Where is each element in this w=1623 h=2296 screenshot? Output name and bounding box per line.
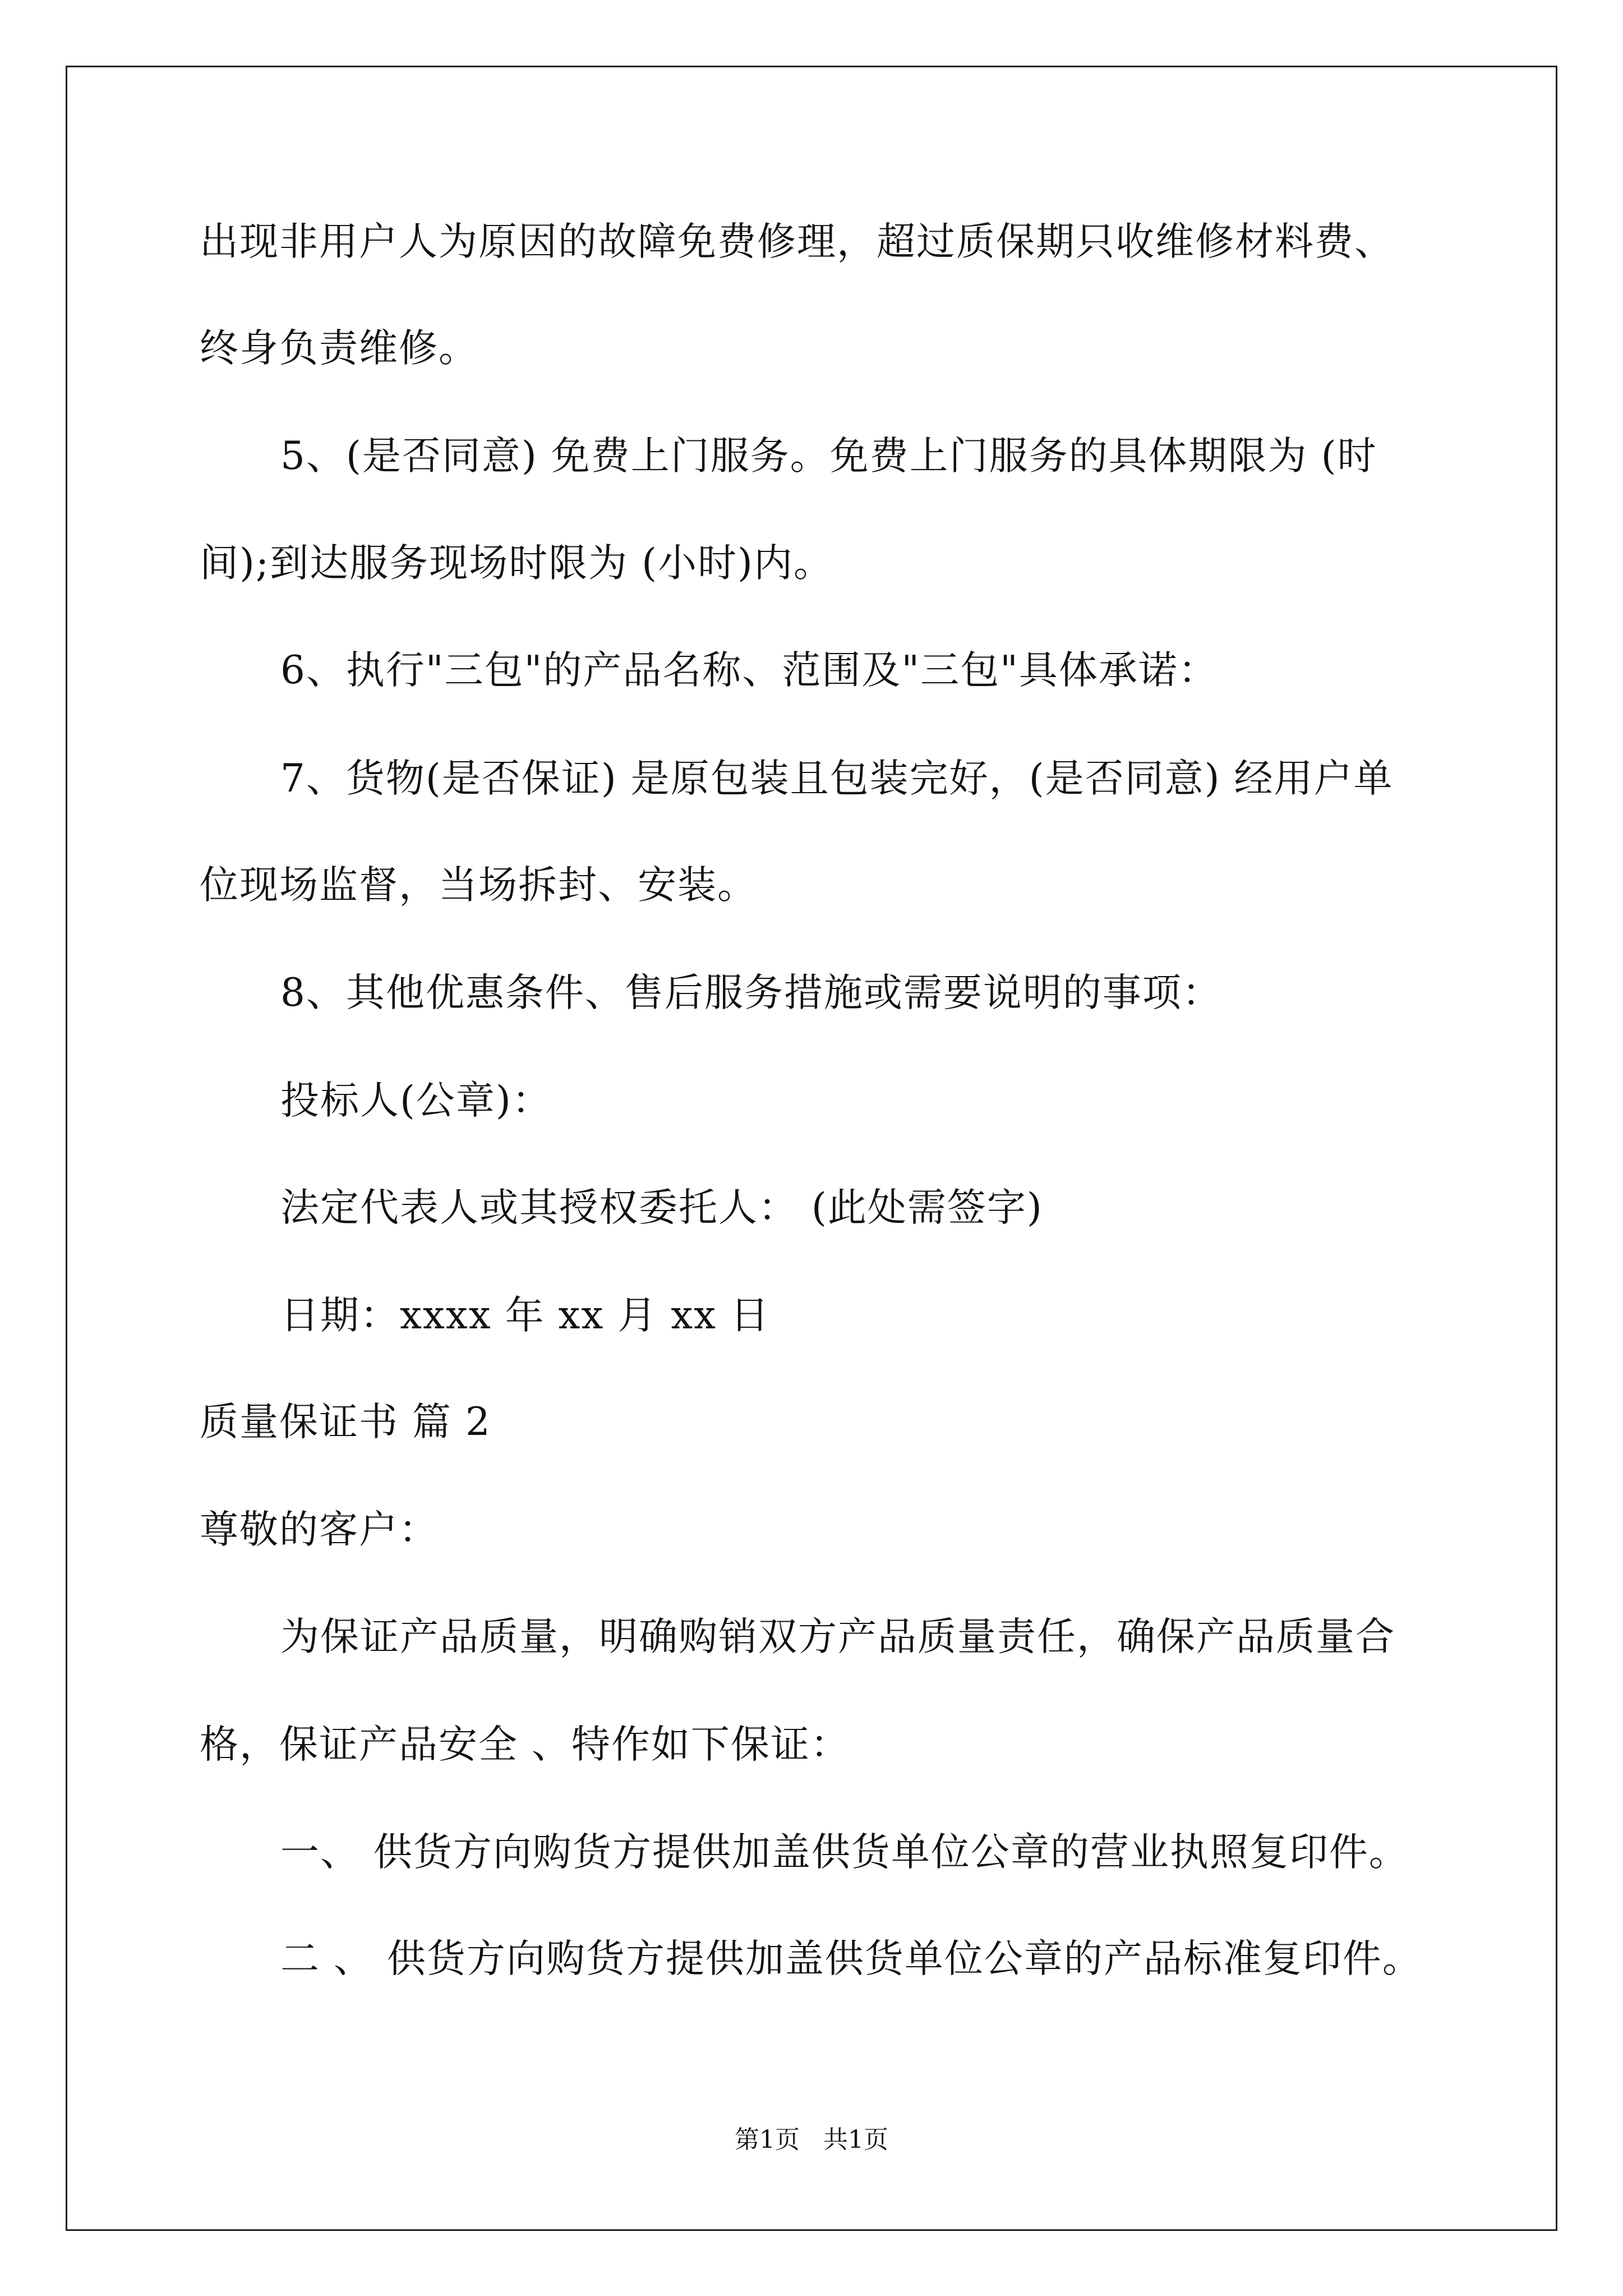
page-footer: 第1页 共1页 [735,2125,888,2154]
bidder-seal-line: 投标人(公章)： [280,1078,552,1123]
body-text-line: 终身负责维修。 [200,326,478,371]
body-text-line: 格，保证产品安全 、特作如下保证： [200,1722,850,1767]
signature-line: 法定代表人或其授权委托人： (此处需签字) [280,1185,1043,1230]
body-text-line: 一、 供货方向购货方提供加盖供货单位公章的营业执照复印件。 [280,1830,1409,1875]
body-text-line: 二 、 供货方向购货方提供加盖供货单位公章的产品标准复印件。 [280,1936,1422,1981]
body-text-line: 间);到达服务现场时限为 (小时)内。 [200,541,833,586]
body-text-line: 位现场监督，当场拆封、安装。 [200,863,757,908]
salutation: 尊敬的客户： [200,1507,439,1552]
page-border [66,66,1557,2231]
body-text-line: 6、执行"三包"的产品名称、范围及"三包"具体承诺： [280,648,1218,693]
section-heading: 质量保证书 篇 2 [200,1400,491,1444]
body-text-line: 7、货物(是否保证) 是原包装且包装完好，(是否同意) 经用户单 [280,756,1394,801]
body-text-line: 5、(是否同意) 免费上门服务。免费上门服务的具体期限为 (时 [280,434,1377,478]
body-text-line: 出现非用户人为原因的故障免费修理，超过质保期只收维修材料费、 [200,219,1394,264]
body-text-line: 为保证产品质量，明确购销双方产品质量责任，确保产品质量合 [280,1614,1395,1659]
date-line: 日期：xxxx 年 xx 月 xx 日 [280,1293,770,1338]
body-text-line: 8、其他优惠条件、售后服务措施或需要说明的事项： [280,970,1222,1015]
